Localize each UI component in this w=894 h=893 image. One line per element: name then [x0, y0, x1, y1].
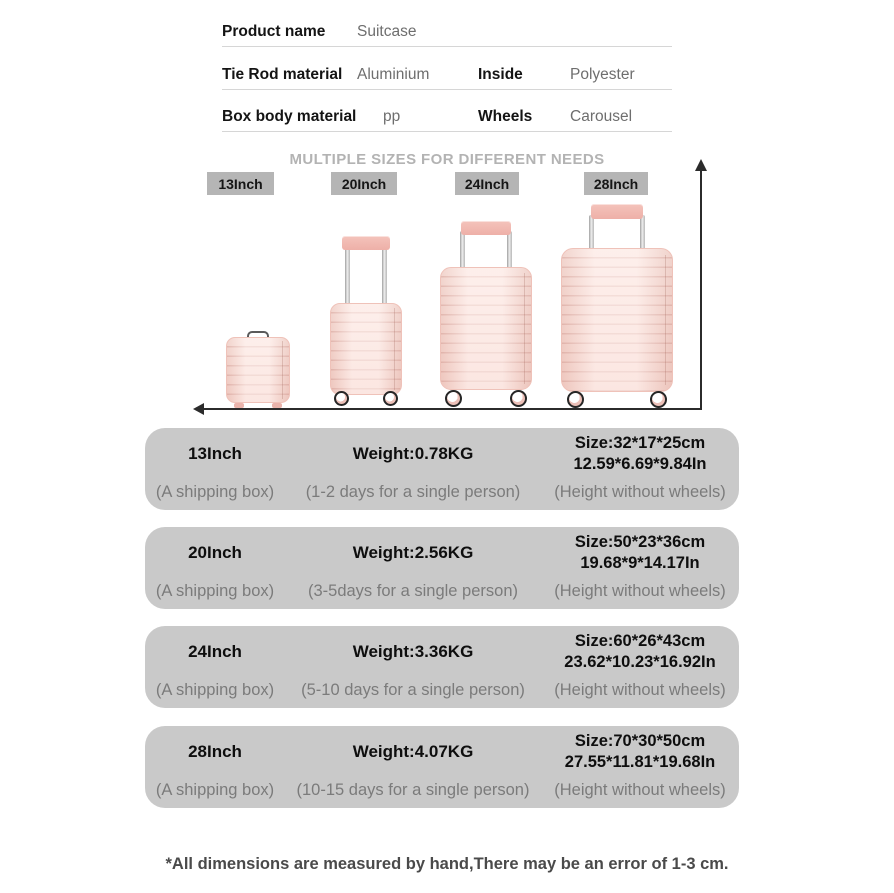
- size-tag-20inch: 20Inch: [331, 172, 397, 195]
- row-weight-note: (1-2 days for a single person): [305, 483, 521, 501]
- row-size-note: (A shipping box): [155, 781, 275, 799]
- row-size-note: (A shipping box): [155, 681, 275, 699]
- row-size-label: 20Inch: [188, 543, 242, 562]
- spec-row-product-name: [222, 8, 672, 47]
- suitcase-20inch-graphic: [330, 236, 402, 412]
- trolley-pole: [382, 246, 387, 306]
- case-foot: [234, 403, 244, 408]
- size-tag-13inch: 13Inch: [207, 172, 274, 195]
- wheel-icon: [383, 391, 398, 406]
- row-dims-cm: Size:50*23*36cm: [574, 533, 706, 551]
- row-size-note: (A shipping box): [155, 582, 275, 600]
- row-dims-note: (Height without wheels): [554, 483, 726, 501]
- suitcase-13inch-graphic: [226, 330, 290, 408]
- row-dims-note: (Height without wheels): [554, 781, 726, 799]
- case-body: [226, 337, 290, 403]
- wheel-icon: [445, 390, 462, 407]
- row-size-label: 13Inch: [188, 444, 242, 463]
- sizes-heading: MULTIPLE SIZES FOR DIFFERENT NEEDS: [289, 151, 605, 168]
- row-size-label: 24Inch: [188, 642, 242, 661]
- axis-arrow-up-icon: [695, 159, 707, 171]
- spec-value: Suitcase: [357, 23, 417, 40]
- spec-value: Carousel: [570, 108, 633, 125]
- spec-label: Inside: [478, 66, 523, 83]
- row-dims-cm: Size:32*17*25cm: [574, 434, 706, 452]
- wheel-icon: [510, 390, 527, 407]
- trolley-handle-icon: [342, 236, 390, 250]
- wheel-icon: [334, 391, 349, 406]
- size-info-row-24inch: [145, 626, 739, 708]
- measurement-disclaimer: *All dimensions are measured by hand,There may be an error of 1-3 cm.: [165, 855, 729, 873]
- wheel-icon: [567, 391, 584, 408]
- spec-row-materials: [222, 47, 672, 90]
- row-weight-note: (5-10 days for a single person): [301, 681, 525, 699]
- spec-value: Polyester: [570, 66, 635, 83]
- spec-label: Wheels: [478, 108, 533, 125]
- spec-value: Aluminium: [357, 66, 430, 83]
- row-size-note: (A shipping box): [155, 483, 275, 501]
- axis-arrow-left-icon: [193, 403, 204, 415]
- trolley-handle-icon: [591, 204, 643, 219]
- row-dims-cm: Size:70*30*50cm: [574, 732, 706, 750]
- size-tag-28inch: 28Inch: [584, 172, 648, 195]
- row-dims-note: (Height without wheels): [554, 681, 726, 699]
- spec-value: pp: [383, 108, 401, 125]
- trolley-pole: [345, 246, 350, 306]
- case-body: [440, 267, 532, 390]
- row-weight-note: (10-15 days for a single person): [296, 781, 530, 799]
- row-weight-label: Weight:3.36KG: [352, 642, 474, 661]
- case-body: [330, 303, 402, 395]
- size-tag-24inch: 24Inch: [455, 172, 519, 195]
- spec-label: Tie Rod material: [222, 66, 343, 83]
- row-weight-label: Weight:2.56KG: [352, 543, 474, 562]
- row-weight-note: (3-5days for a single person): [307, 582, 519, 600]
- suitcase-28inch-graphic: [561, 204, 673, 410]
- case-body: [561, 248, 673, 392]
- size-info-row-13inch: [145, 428, 739, 510]
- row-weight-label: Weight:0.78KG: [352, 444, 474, 463]
- row-size-label: 28Inch: [188, 742, 242, 761]
- row-weight-label: Weight:4.07KG: [352, 742, 474, 761]
- trolley-handle-icon: [461, 221, 511, 235]
- row-dims-in: 12.59*6.69*9.84In: [573, 455, 707, 474]
- size-info-row-28inch: [145, 726, 739, 808]
- wheel-icon: [650, 391, 667, 408]
- spec-label: Product name: [222, 23, 326, 40]
- case-foot: [272, 403, 282, 408]
- row-dims-cm: Size:60*26*43cm: [574, 632, 706, 650]
- spec-label: Box body material: [222, 108, 357, 125]
- row-dims-in: 27.55*11.81*19.68In: [564, 753, 716, 772]
- size-info-row-20inch: [145, 527, 739, 609]
- row-dims-in: 23.62*10.23*16.92In: [564, 653, 716, 672]
- row-dims-in: 19.68*9*14.17In: [580, 554, 700, 573]
- spec-table: [222, 8, 672, 132]
- axis-line-vertical: [700, 170, 702, 410]
- row-dims-note: (Height without wheels): [554, 582, 726, 600]
- suitcase-24inch-graphic: [440, 221, 532, 409]
- spec-row-body-wheels: [222, 90, 672, 132]
